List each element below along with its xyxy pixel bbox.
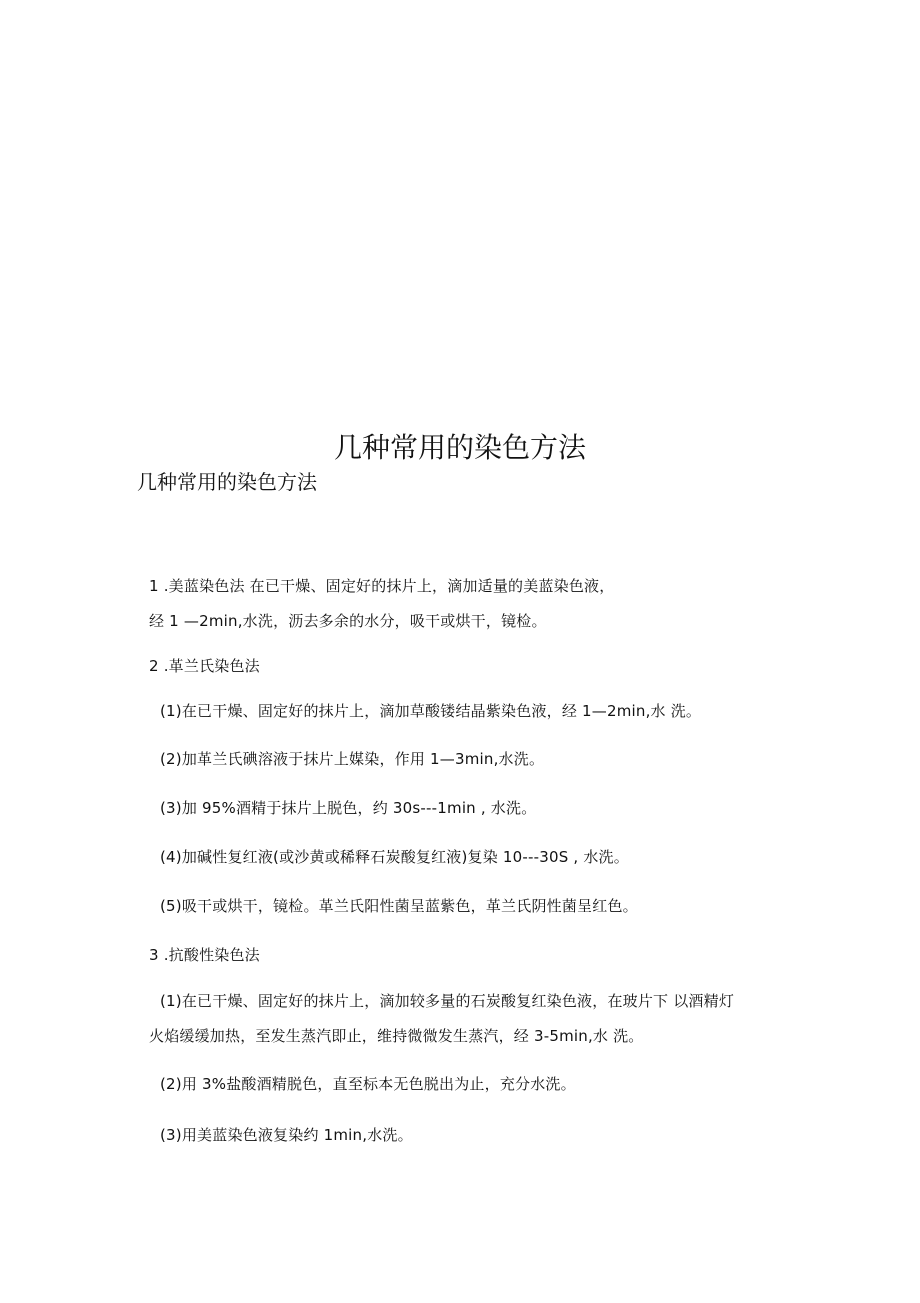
section3-step1-line1: (1)在已干燥、固定好的抹片上，滴加较多量的石炭酸复红染色液，在玻片下 以酒精灯: [160, 992, 735, 1010]
section2-step: (3)加 95%酒精于抹片上脱色，约 30s---1min , 水洗。: [160, 799, 537, 817]
section1-line1: 1 .美蓝染色法 在已干燥、固定好的抹片上，滴加适量的美蓝染色液，: [149, 577, 615, 595]
section3-step2: (2)用 3%盐酸酒精脱色，直至标本无色脱出为止，充分水洗。: [160, 1075, 576, 1093]
section2-step: (4)加碱性复红液(或沙黄或稀释石炭酸复红液)复染 10---30S , 水洗。: [160, 848, 629, 866]
section2-step: (5)吸干或烘干，镜检。革兰氏阳性菌呈蓝紫色，革兰氏阴性菌呈红色。: [160, 897, 638, 915]
section1-line2: 经 1 —2min,水洗，沥去多余的水分，吸干或烘干，镜检。: [149, 612, 547, 630]
section3-step1-line2: 火焰缓缓加热，至发生蒸汽即止，维持微微发生蒸汽，经 3-5min,水 洗。: [149, 1027, 644, 1045]
page-title: 几种常用的染色方法: [333, 431, 586, 464]
section3-step3: (3)用美蓝染色液复染约 1min,水洗。: [160, 1126, 413, 1144]
page-subtitle: 几种常用的染色方法: [137, 470, 317, 494]
section2-step: (1)在已干燥、固定好的抹片上，滴加草酸镂结晶紫染色液，经 1—2min,水 洗。: [160, 702, 702, 720]
section3-heading: 3 .抗酸性染色法: [149, 946, 260, 964]
section2-step: (2)加革兰氏碘溶液于抹片上媒染，作用 1—3min,水洗。: [160, 750, 545, 768]
section2-heading: 2 .革兰氏染色法: [149, 657, 260, 675]
